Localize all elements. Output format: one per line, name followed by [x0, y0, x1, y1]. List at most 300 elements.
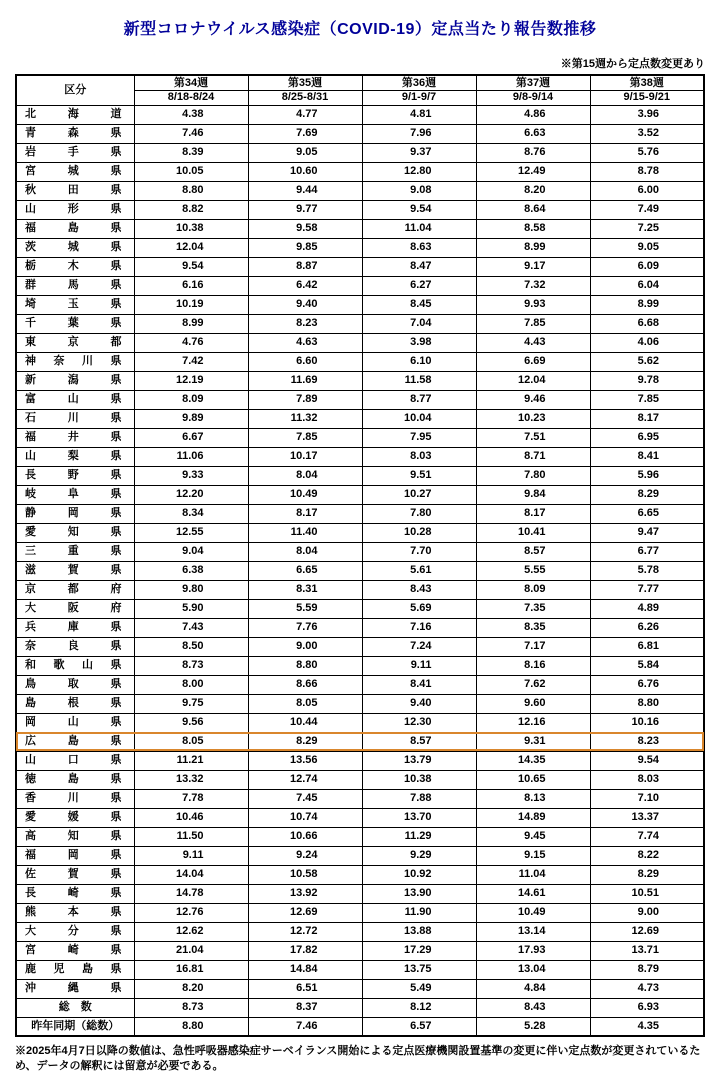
table-row [16, 903, 704, 922]
value-cell: 7.62 [476, 675, 590, 694]
value-cell: 7.74 [590, 827, 704, 846]
row-label: 山形県 [16, 200, 134, 219]
value-cell: 13.14 [476, 922, 590, 941]
value-cell: 9.93 [476, 295, 590, 314]
value-cell: 9.45 [476, 827, 590, 846]
table-row [16, 143, 704, 162]
value-cell: 13.37 [590, 808, 704, 827]
value-cell: 8.20 [134, 979, 248, 998]
value-cell: 14.78 [134, 884, 248, 903]
value-cell: 7.46 [248, 1017, 362, 1036]
value-cell: 21.04 [134, 941, 248, 960]
value-cell: 8.47 [362, 257, 476, 276]
table-row [16, 238, 704, 257]
value-cell: 11.29 [362, 827, 476, 846]
value-cell: 5.84 [590, 656, 704, 675]
value-cell: 8.17 [590, 409, 704, 428]
value-cell: 13.92 [248, 884, 362, 903]
value-cell: 6.76 [590, 675, 704, 694]
value-cell: 11.58 [362, 371, 476, 390]
value-cell: 10.05 [134, 162, 248, 181]
value-cell: 12.20 [134, 485, 248, 504]
table-row [16, 865, 704, 884]
value-cell: 8.82 [134, 200, 248, 219]
value-cell: 9.85 [248, 238, 362, 257]
value-cell: 9.56 [134, 713, 248, 732]
table-row [16, 789, 704, 808]
value-cell: 6.65 [590, 504, 704, 523]
row-label: 福島県 [16, 219, 134, 238]
value-cell: 9.44 [248, 181, 362, 200]
row-label: 福井県 [16, 428, 134, 447]
value-cell: 13.88 [362, 922, 476, 941]
value-cell: 8.99 [476, 238, 590, 257]
value-cell: 10.38 [134, 219, 248, 238]
table-row [16, 637, 704, 656]
value-cell: 12.16 [476, 713, 590, 732]
row-label: 長崎県 [16, 884, 134, 903]
value-cell: 8.35 [476, 618, 590, 637]
value-cell: 7.77 [590, 580, 704, 599]
row-label: 福岡県 [16, 846, 134, 865]
value-cell: 12.04 [476, 371, 590, 390]
value-cell: 11.69 [248, 371, 362, 390]
value-cell: 5.69 [362, 599, 476, 618]
value-cell: 7.46 [134, 124, 248, 143]
value-cell: 7.85 [248, 428, 362, 447]
value-cell: 12.55 [134, 523, 248, 542]
table-row [16, 808, 704, 827]
value-cell: 8.80 [134, 181, 248, 200]
row-label: 栃木県 [16, 257, 134, 276]
value-cell: 17.93 [476, 941, 590, 960]
value-cell: 6.27 [362, 276, 476, 295]
value-cell: 7.69 [248, 124, 362, 143]
value-cell: 9.37 [362, 143, 476, 162]
table-row [16, 466, 704, 485]
table-row [16, 390, 704, 409]
value-cell: 8.66 [248, 675, 362, 694]
value-cell: 6.42 [248, 276, 362, 295]
table-row [16, 656, 704, 675]
value-cell: 8.03 [590, 770, 704, 789]
value-cell: 8.20 [476, 181, 590, 200]
value-cell: 5.59 [248, 599, 362, 618]
value-cell: 9.46 [476, 390, 590, 409]
value-cell: 9.77 [248, 200, 362, 219]
value-cell: 4.84 [476, 979, 590, 998]
row-label: 秋田県 [16, 181, 134, 200]
value-cell: 8.78 [590, 162, 704, 181]
value-cell: 5.78 [590, 561, 704, 580]
value-cell: 7.70 [362, 542, 476, 561]
value-cell: 5.55 [476, 561, 590, 580]
row-label: 滋賀県 [16, 561, 134, 580]
value-cell: 9.31 [476, 732, 590, 751]
value-cell: 6.67 [134, 428, 248, 447]
row-label: 佐賀県 [16, 865, 134, 884]
value-cell: 10.49 [476, 903, 590, 922]
value-cell: 10.19 [134, 295, 248, 314]
value-cell: 4.77 [248, 105, 362, 124]
table-row [16, 580, 704, 599]
table-row [16, 922, 704, 941]
table-row [16, 960, 704, 979]
value-cell: 13.71 [590, 941, 704, 960]
row-label: 千葉県 [16, 314, 134, 333]
row-label: 鹿児島県 [16, 960, 134, 979]
table-row [16, 200, 704, 219]
value-cell: 8.71 [476, 447, 590, 466]
value-cell: 8.57 [476, 542, 590, 561]
value-cell: 9.54 [590, 751, 704, 770]
value-cell: 9.17 [476, 257, 590, 276]
table-row [16, 732, 704, 751]
value-cell: 9.04 [134, 542, 248, 561]
value-cell: 5.76 [590, 143, 704, 162]
value-cell: 6.65 [248, 561, 362, 580]
value-cell: 8.29 [248, 732, 362, 751]
table-row [16, 314, 704, 333]
value-cell: 11.04 [476, 865, 590, 884]
value-cell: 12.62 [134, 922, 248, 941]
row-label: 鳥取県 [16, 675, 134, 694]
row-label: 昨年同期（総数） [16, 1017, 134, 1036]
value-cell: 3.52 [590, 124, 704, 143]
value-cell: 11.50 [134, 827, 248, 846]
value-cell: 8.05 [134, 732, 248, 751]
table-row [16, 941, 704, 960]
table-row [16, 124, 704, 143]
value-cell: 7.96 [362, 124, 476, 143]
value-cell: 8.31 [248, 580, 362, 599]
value-cell: 8.34 [134, 504, 248, 523]
row-label: 熊本県 [16, 903, 134, 922]
row-label: 新潟県 [16, 371, 134, 390]
value-cell: 8.80 [590, 694, 704, 713]
value-cell: 10.60 [248, 162, 362, 181]
value-cell: 8.73 [134, 998, 248, 1017]
row-label: 北海道 [16, 105, 134, 124]
table-row [16, 162, 704, 181]
row-label: 神奈川県 [16, 352, 134, 371]
value-cell: 4.35 [590, 1017, 704, 1036]
table-row [16, 884, 704, 903]
value-cell: 6.68 [590, 314, 704, 333]
value-cell: 9.11 [134, 846, 248, 865]
value-cell: 7.45 [248, 789, 362, 808]
value-cell: 6.26 [590, 618, 704, 637]
row-label: 奈良県 [16, 637, 134, 656]
value-cell: 10.28 [362, 523, 476, 542]
value-cell: 8.09 [134, 390, 248, 409]
value-cell: 10.41 [476, 523, 590, 542]
value-cell: 10.38 [362, 770, 476, 789]
value-cell: 5.90 [134, 599, 248, 618]
table-body [16, 105, 704, 1036]
table-row [16, 333, 704, 352]
value-cell: 9.05 [248, 143, 362, 162]
value-cell: 10.16 [590, 713, 704, 732]
row-label: 静岡県 [16, 504, 134, 523]
value-cell: 8.57 [362, 732, 476, 751]
value-cell: 10.51 [590, 884, 704, 903]
value-cell: 10.23 [476, 409, 590, 428]
value-cell: 11.40 [248, 523, 362, 542]
row-label: 兵庫県 [16, 618, 134, 637]
value-cell: 12.74 [248, 770, 362, 789]
value-cell: 12.49 [476, 162, 590, 181]
page-title: 新型コロナウイルス感染症（COVID-19）定点当たり報告数推移 [123, 21, 597, 38]
value-cell: 12.76 [134, 903, 248, 922]
value-cell: 6.81 [590, 637, 704, 656]
value-cell: 7.78 [134, 789, 248, 808]
table-row [16, 276, 704, 295]
table-row [16, 523, 704, 542]
value-cell: 8.05 [248, 694, 362, 713]
week-header: 第35週 [248, 75, 362, 90]
row-label: 香川県 [16, 789, 134, 808]
value-cell: 5.49 [362, 979, 476, 998]
covid-weekly-report-table [15, 74, 705, 1037]
value-cell: 7.42 [134, 352, 248, 371]
value-cell: 7.43 [134, 618, 248, 637]
row-label: 愛知県 [16, 523, 134, 542]
corner-header: 区分 [16, 75, 134, 105]
value-cell: 9.15 [476, 846, 590, 865]
value-cell: 8.77 [362, 390, 476, 409]
row-label: 長野県 [16, 466, 134, 485]
value-cell: 8.41 [590, 447, 704, 466]
value-cell: 7.88 [362, 789, 476, 808]
value-cell: 9.05 [590, 238, 704, 257]
value-cell: 6.09 [590, 257, 704, 276]
value-cell: 8.04 [248, 466, 362, 485]
value-cell: 7.85 [476, 314, 590, 333]
value-cell: 8.00 [134, 675, 248, 694]
value-cell: 8.79 [590, 960, 704, 979]
row-label: 和歌山県 [16, 656, 134, 675]
value-cell: 8.03 [362, 447, 476, 466]
value-cell: 5.62 [590, 352, 704, 371]
row-label: 山口県 [16, 751, 134, 770]
value-cell: 13.70 [362, 808, 476, 827]
table-row [16, 428, 704, 447]
value-cell: 6.16 [134, 276, 248, 295]
value-cell: 12.04 [134, 238, 248, 257]
value-cell: 8.17 [248, 504, 362, 523]
value-cell: 9.24 [248, 846, 362, 865]
value-cell: 8.29 [590, 485, 704, 504]
value-cell: 8.09 [476, 580, 590, 599]
row-label: 徳島県 [16, 770, 134, 789]
value-cell: 10.17 [248, 447, 362, 466]
week-header: 第36週 [362, 75, 476, 90]
date-range-header: 9/15-9/21 [590, 90, 704, 105]
value-cell: 9.78 [590, 371, 704, 390]
value-cell: 7.85 [590, 390, 704, 409]
value-cell: 8.04 [248, 542, 362, 561]
value-cell: 9.58 [248, 219, 362, 238]
value-cell: 16.81 [134, 960, 248, 979]
value-cell: 8.80 [248, 656, 362, 675]
value-cell: 7.80 [362, 504, 476, 523]
value-cell: 13.90 [362, 884, 476, 903]
week-header: 第37週 [476, 75, 590, 90]
value-cell: 8.87 [248, 257, 362, 276]
table-row [16, 181, 704, 200]
table-row [16, 105, 704, 124]
value-cell: 9.08 [362, 181, 476, 200]
value-cell: 10.92 [362, 865, 476, 884]
table-row [16, 257, 704, 276]
row-label: 岩手県 [16, 143, 134, 162]
value-cell: 14.84 [248, 960, 362, 979]
value-cell: 12.80 [362, 162, 476, 181]
value-cell: 6.38 [134, 561, 248, 580]
table-header [16, 75, 704, 105]
value-cell: 10.58 [248, 865, 362, 884]
row-label: 石川県 [16, 409, 134, 428]
value-cell: 4.73 [590, 979, 704, 998]
value-cell: 17.82 [248, 941, 362, 960]
value-cell: 8.64 [476, 200, 590, 219]
value-cell: 8.23 [248, 314, 362, 333]
row-label: 三重県 [16, 542, 134, 561]
value-cell: 8.80 [134, 1017, 248, 1036]
value-cell: 14.89 [476, 808, 590, 827]
value-cell: 8.13 [476, 789, 590, 808]
footnote: ※2025年4月7日以降の数値は、急性呼吸器感染症サーベイランス開始による定点医療機関設置基準の変更に伴い定点数が変更されているため、データの解釈には留意が必要である。 [15, 1045, 701, 1073]
value-cell: 8.37 [248, 998, 362, 1017]
table-row [16, 675, 704, 694]
value-cell: 8.16 [476, 656, 590, 675]
value-cell: 6.00 [590, 181, 704, 200]
value-cell: 7.76 [248, 618, 362, 637]
table-row [16, 827, 704, 846]
row-label: 愛媛県 [16, 808, 134, 827]
value-cell: 10.66 [248, 827, 362, 846]
value-cell: 4.81 [362, 105, 476, 124]
row-label: 宮崎県 [16, 941, 134, 960]
value-cell: 14.35 [476, 751, 590, 770]
value-cell: 7.51 [476, 428, 590, 447]
value-cell: 8.12 [362, 998, 476, 1017]
value-cell: 7.10 [590, 789, 704, 808]
value-cell: 11.21 [134, 751, 248, 770]
value-cell: 7.32 [476, 276, 590, 295]
value-cell: 13.32 [134, 770, 248, 789]
value-cell: 9.80 [134, 580, 248, 599]
value-cell: 13.56 [248, 751, 362, 770]
week-header: 第38週 [590, 75, 704, 90]
value-cell: 8.99 [134, 314, 248, 333]
value-cell: 9.00 [590, 903, 704, 922]
date-range-header: 9/1-9/7 [362, 90, 476, 105]
value-cell: 8.63 [362, 238, 476, 257]
value-cell: 12.69 [590, 922, 704, 941]
table-row [16, 751, 704, 770]
value-cell: 8.41 [362, 675, 476, 694]
row-label: 大阪府 [16, 599, 134, 618]
table-row [16, 561, 704, 580]
value-cell: 8.45 [362, 295, 476, 314]
value-cell: 10.65 [476, 770, 590, 789]
row-label: 群馬県 [16, 276, 134, 295]
value-cell: 6.51 [248, 979, 362, 998]
value-cell: 9.00 [248, 637, 362, 656]
value-cell: 4.38 [134, 105, 248, 124]
value-cell: 8.99 [590, 295, 704, 314]
table-row [16, 618, 704, 637]
row-label: 高知県 [16, 827, 134, 846]
row-label: 青森県 [16, 124, 134, 143]
value-cell: 6.77 [590, 542, 704, 561]
value-cell: 8.17 [476, 504, 590, 523]
value-cell: 9.75 [134, 694, 248, 713]
row-label: 京都府 [16, 580, 134, 599]
value-cell: 11.04 [362, 219, 476, 238]
value-cell: 4.89 [590, 599, 704, 618]
value-cell: 9.89 [134, 409, 248, 428]
value-cell: 11.32 [248, 409, 362, 428]
table-row [16, 846, 704, 865]
row-label: 茨城県 [16, 238, 134, 257]
table-row [16, 770, 704, 789]
value-cell: 10.74 [248, 808, 362, 827]
table-row [16, 713, 704, 732]
value-cell: 7.49 [590, 200, 704, 219]
value-cell: 8.76 [476, 143, 590, 162]
value-cell: 8.73 [134, 656, 248, 675]
value-cell: 8.43 [476, 998, 590, 1017]
row-label: 大分県 [16, 922, 134, 941]
value-cell: 6.57 [362, 1017, 476, 1036]
value-cell: 6.95 [590, 428, 704, 447]
value-cell: 6.93 [590, 998, 704, 1017]
value-cell: 9.47 [590, 523, 704, 542]
value-cell: 6.10 [362, 352, 476, 371]
value-cell: 7.80 [476, 466, 590, 485]
table-row [16, 352, 704, 371]
date-range-header: 9/8-9/14 [476, 90, 590, 105]
table-row [16, 694, 704, 713]
value-cell: 13.75 [362, 960, 476, 979]
row-label: 東京都 [16, 333, 134, 352]
value-cell: 14.61 [476, 884, 590, 903]
week-header: 第34週 [134, 75, 248, 90]
value-cell: 9.33 [134, 466, 248, 485]
table-row [16, 409, 704, 428]
value-cell: 6.60 [248, 352, 362, 371]
value-cell: 6.04 [590, 276, 704, 295]
table-row [16, 599, 704, 618]
value-cell: 5.61 [362, 561, 476, 580]
table-row [16, 979, 704, 998]
value-cell: 13.79 [362, 751, 476, 770]
value-cell: 6.69 [476, 352, 590, 371]
value-cell: 7.16 [362, 618, 476, 637]
table-row [16, 485, 704, 504]
row-label: 富山県 [16, 390, 134, 409]
value-cell: 10.04 [362, 409, 476, 428]
value-cell: 7.17 [476, 637, 590, 656]
week-header-row [16, 75, 704, 90]
value-cell: 12.72 [248, 922, 362, 941]
value-cell: 4.76 [134, 333, 248, 352]
value-cell: 12.30 [362, 713, 476, 732]
table-row [16, 447, 704, 466]
